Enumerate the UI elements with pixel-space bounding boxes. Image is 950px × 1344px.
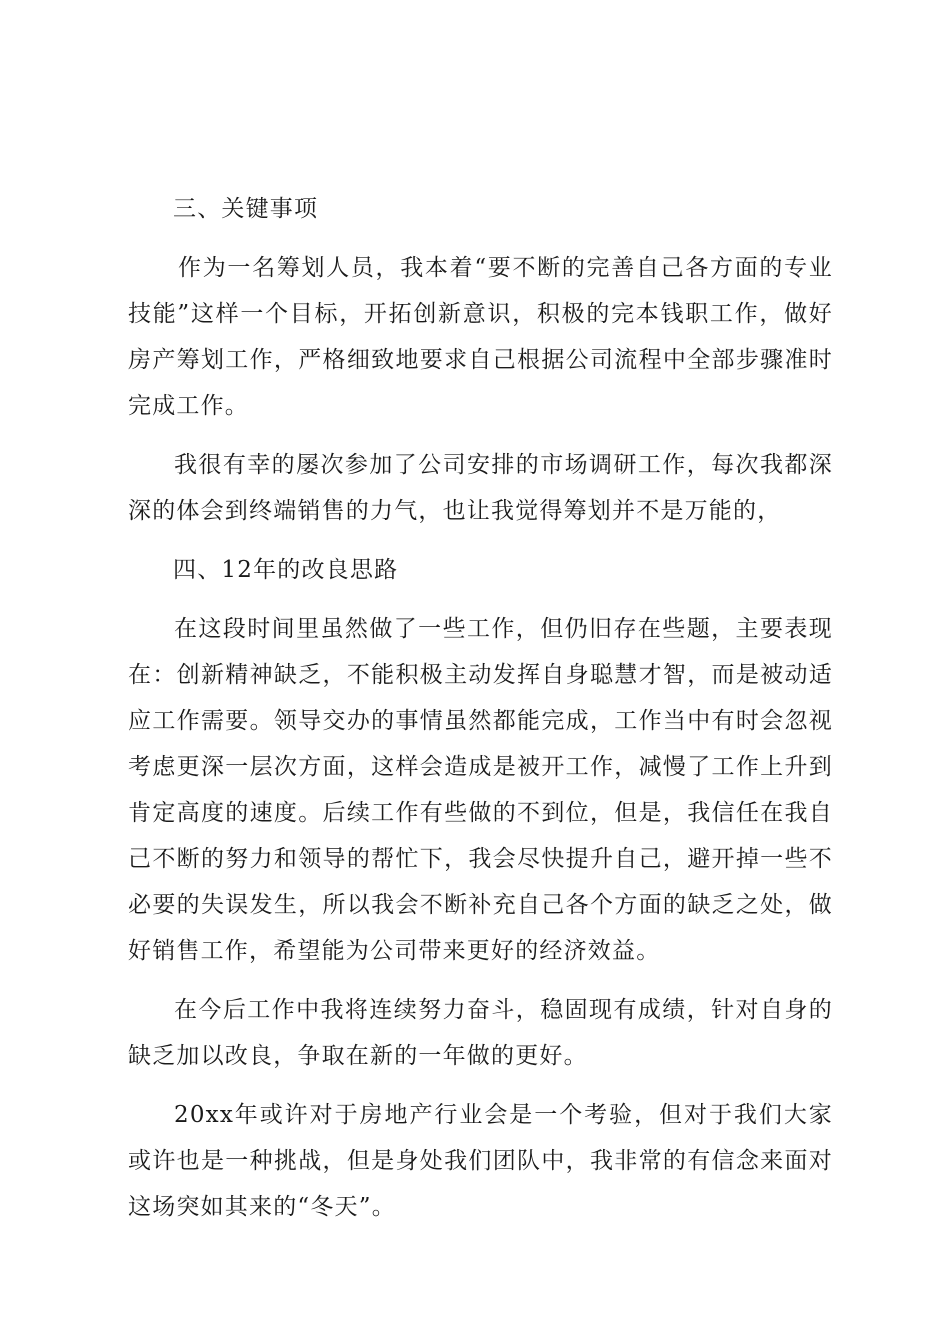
section-heading-improvement-ideas: 四、12年的改良思路: [173, 557, 399, 583]
section-heading-key-matters: 三、关键事项: [173, 196, 319, 222]
paragraph-planning-role: 作为一名筹划人员，我本着“要不断的完善自己各方面的专业技能”这样一个目标，开拓创新意识，积极的完本钱职工作，做好房产筹划工作，严格细致地要求自己根据公司流程中全部步骤准时完成工作。: [128, 255, 833, 419]
paragraph-industry-outlook: 20xx年或许对于房地产行业会是一个考验，但对于我们大家或许也是一种挑战，但是身处我们团队中，我非常的有信念来面对这场突如其来的“冬天”。: [128, 1102, 833, 1220]
paragraph-market-research: 我很有幸的屡次参加了公司安排的市场调研工作，每次我都深深的体会到终端销售的力气，也让我觉得筹划并不是万能的，: [128, 452, 833, 524]
paragraph-future-work: 在今后工作中我将连续努力奋斗，稳固现有成绩，针对自身的缺乏加以改良，争取在新的一年做的更好。: [128, 997, 833, 1069]
paragraph-shortcomings: 在这段时间里虽然做了一些工作，但仍旧存在些题，主要表现在：创新精神缺乏，不能积极主动发挥自身聪慧才智，而是被动适应工作需要。领导交办的事情虽然都能完成，工作当中有时会忽视考虑更深一层次方面，这样会造成是被开工作，减慢了工作上升到肯定高度的速度。后续工作有些做的不到位，但是，我信任在我自己不断的努力和领导的帮忙下，我会尽快提升自己，避开掉一些不必要的失误发生，所以我会不断补充自己各个方面的缺乏之处，做好销售工作，希望能为公司带来更好的经济效益。: [128, 616, 833, 964]
document-body: [128, 186, 833, 1243]
